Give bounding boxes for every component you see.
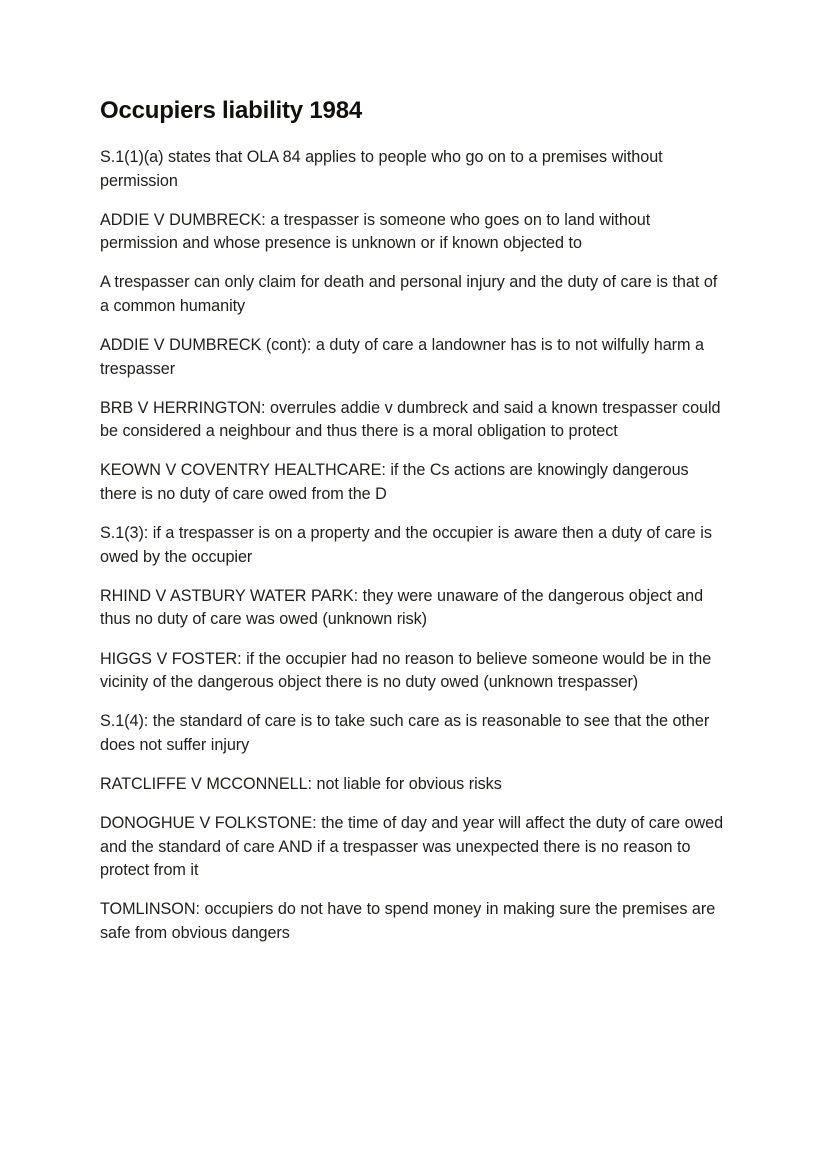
note-paragraph: HIGGS V FOSTER: if the occupier had no reason to believe someone would be in the vicinity of the dangerous object there is no duty owed (unknown trespasser) [100,649,712,692]
note-paragraph: RATCLIFFE V MCCONNELL: not liable for obvious risks [100,774,502,793]
note-paragraph: DONOGHUE V FOLKSTONE: the time of day and year will affect the duty of care owed and the standard of care AND if a trespasser was unexpected there is no reason to protect from it [100,813,724,880]
note-paragraph: A trespasser can only claim for death and personal injury and the duty of care is that of a common humanity [100,273,718,315]
note-paragraph: S.1(3): if a trespasser is on a property and the occupier is aware then a duty of care is owed by the occupier [100,524,712,566]
page-title: Occupiers liability 1984 [100,97,363,124]
note-paragraph: BRB V HERRINGTON: overrules addie v dumbreck and said a known trespasser could be considered a neighbour and thus there is a moral obligation to protect [100,398,721,441]
note-paragraph: TOMLINSON: occupiers do not have to spend money in making sure the premises are safe from obvious dangers [100,900,716,942]
note-paragraph: ADDIE V DUMBRECK: a trespasser is someone who goes on to land without permission and whose presence is unknown or if known objected to [100,210,651,253]
note-paragraph: RHIND V ASTBURY WATER PARK: they were unaware of the dangerous object and thus no duty of care was owed (unknown risk) [100,586,704,629]
note-paragraph: ADDIE V DUMBRECK (cont): a duty of care a landowner has is to not wilfully harm a trespasser [100,336,704,378]
note-paragraph: KEOWN V COVENTRY HEALTHCARE: if the Cs actions are knowingly dangerous there is no duty of care owed from the D [100,461,689,504]
note-paragraph-list [100,146,728,945]
note-paragraph: S.1(1)(a) states that OLA 84 applies to people who go on to a premises without permission [100,148,663,190]
note-paragraph: S.1(4): the standard of care is to take such care as is reasonable to see that the other does not suffer injury [100,712,710,754]
document-content [100,96,728,945]
